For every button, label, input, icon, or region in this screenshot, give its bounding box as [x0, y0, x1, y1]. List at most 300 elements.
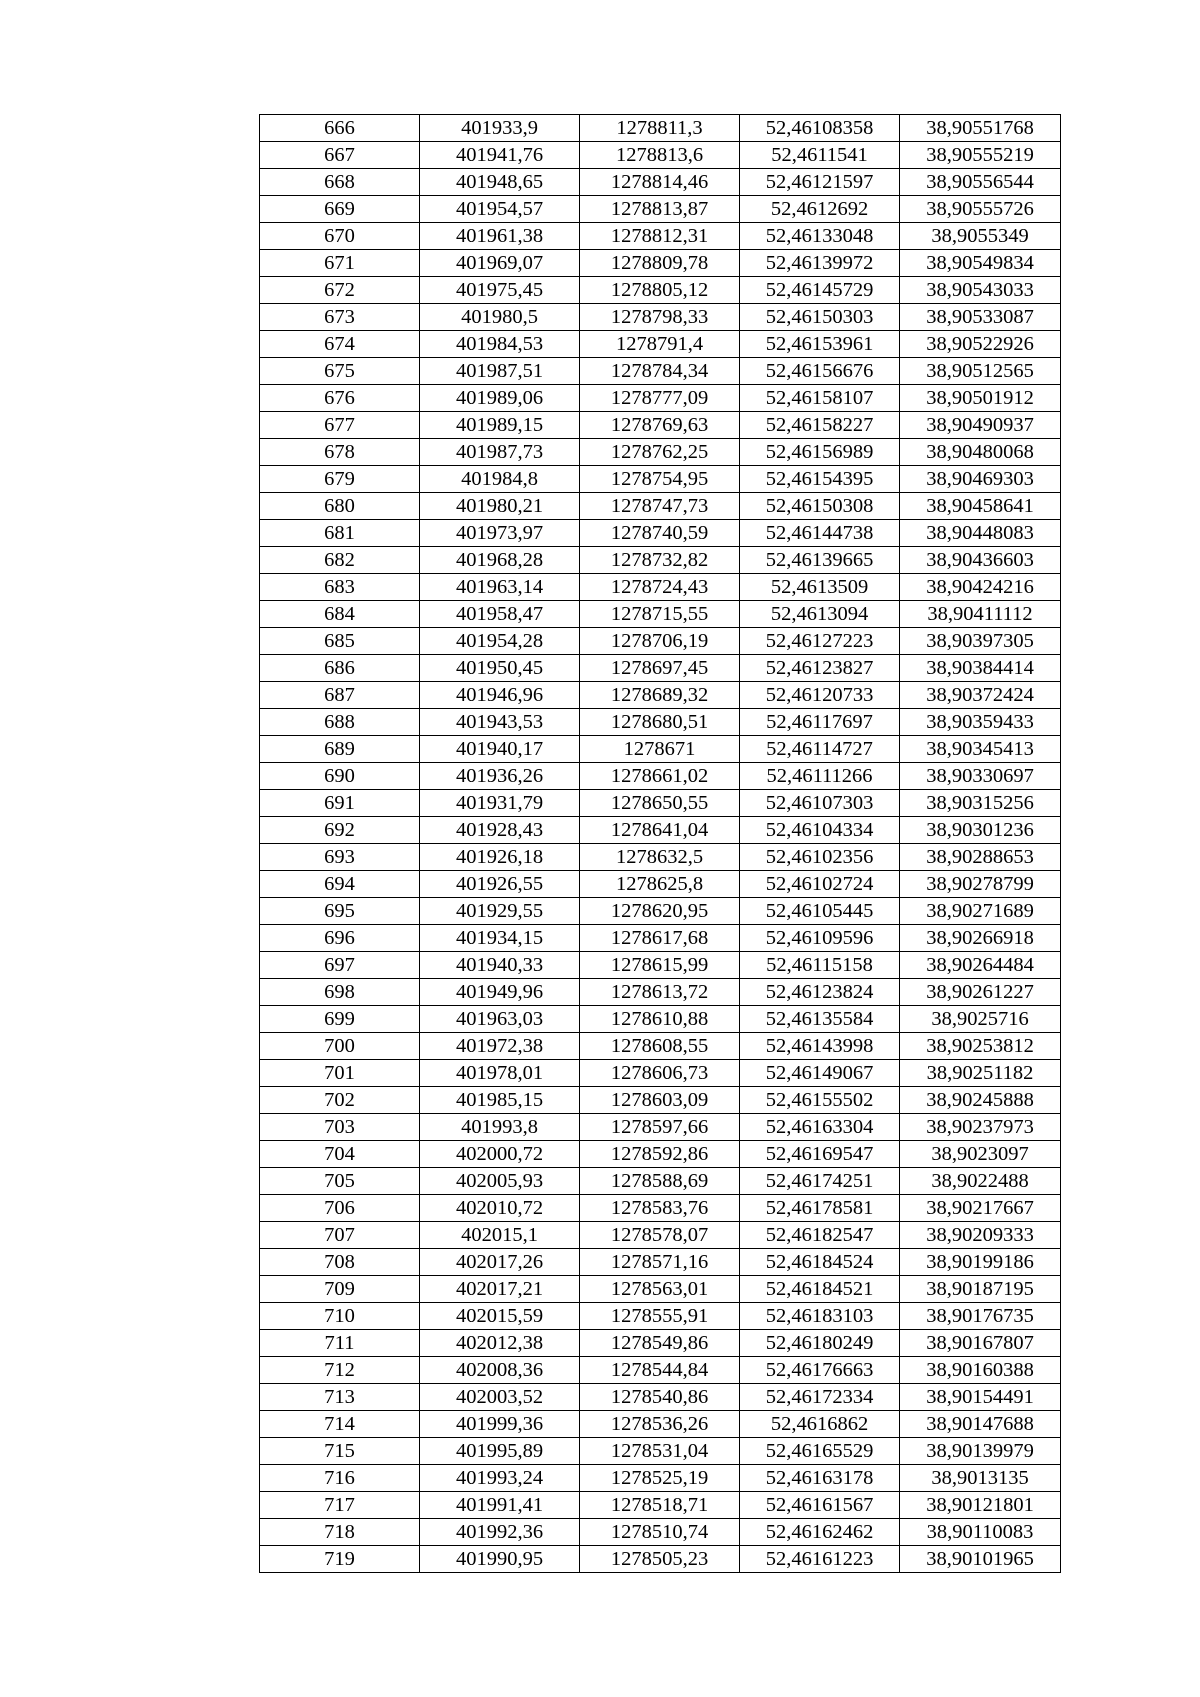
x-coordinate-cell: 401978,01 [420, 1060, 580, 1087]
y-coordinate-cell: 1278813,87 [580, 196, 740, 223]
x-coordinate-cell: 402003,52 [420, 1384, 580, 1411]
point-number-cell: 679 [260, 466, 420, 493]
point-number-cell: 685 [260, 628, 420, 655]
table-row [260, 1384, 1061, 1411]
point-number-cell: 695 [260, 898, 420, 925]
table-row [260, 628, 1061, 655]
table-row [260, 1033, 1061, 1060]
x-coordinate-cell: 401926,18 [420, 844, 580, 871]
y-coordinate-cell: 1278812,31 [580, 223, 740, 250]
longitude-cell: 38,9022488 [900, 1168, 1061, 1195]
longitude-cell: 38,90139979 [900, 1438, 1061, 1465]
longitude-cell: 38,90345413 [900, 736, 1061, 763]
point-number-cell: 677 [260, 412, 420, 439]
latitude-cell: 52,46153961 [740, 331, 900, 358]
table-row [260, 439, 1061, 466]
latitude-cell: 52,46143998 [740, 1033, 900, 1060]
table-row [260, 304, 1061, 331]
x-coordinate-cell: 401928,43 [420, 817, 580, 844]
x-coordinate-cell: 401973,97 [420, 520, 580, 547]
longitude-cell: 38,90549834 [900, 250, 1061, 277]
longitude-cell: 38,90522926 [900, 331, 1061, 358]
x-coordinate-cell: 402012,38 [420, 1330, 580, 1357]
latitude-cell: 52,46139972 [740, 250, 900, 277]
latitude-cell: 52,46123827 [740, 655, 900, 682]
y-coordinate-cell: 1278697,45 [580, 655, 740, 682]
latitude-cell: 52,46176663 [740, 1357, 900, 1384]
longitude-cell: 38,90110083 [900, 1519, 1061, 1546]
y-coordinate-cell: 1278747,73 [580, 493, 740, 520]
y-coordinate-cell: 1278740,59 [580, 520, 740, 547]
latitude-cell: 52,46127223 [740, 628, 900, 655]
table-row [260, 1492, 1061, 1519]
latitude-cell: 52,46163304 [740, 1114, 900, 1141]
table-row [260, 1222, 1061, 1249]
point-number-cell: 683 [260, 574, 420, 601]
x-coordinate-cell: 402015,1 [420, 1222, 580, 1249]
longitude-cell: 38,90543033 [900, 277, 1061, 304]
latitude-cell: 52,46108358 [740, 115, 900, 142]
point-number-cell: 699 [260, 1006, 420, 1033]
longitude-cell: 38,90288653 [900, 844, 1061, 871]
latitude-cell: 52,46133048 [740, 223, 900, 250]
y-coordinate-cell: 1278531,04 [580, 1438, 740, 1465]
y-coordinate-cell: 1278549,86 [580, 1330, 740, 1357]
x-coordinate-cell: 402005,93 [420, 1168, 580, 1195]
longitude-cell: 38,90261227 [900, 979, 1061, 1006]
x-coordinate-cell: 401954,57 [420, 196, 580, 223]
x-coordinate-cell: 401929,55 [420, 898, 580, 925]
table-row [260, 952, 1061, 979]
table-row [260, 1276, 1061, 1303]
x-coordinate-cell: 401943,53 [420, 709, 580, 736]
x-coordinate-cell: 401950,45 [420, 655, 580, 682]
x-coordinate-cell: 401946,96 [420, 682, 580, 709]
longitude-cell: 38,90176735 [900, 1303, 1061, 1330]
table-row [260, 1168, 1061, 1195]
longitude-cell: 38,90271689 [900, 898, 1061, 925]
longitude-cell: 38,90264484 [900, 952, 1061, 979]
longitude-cell: 38,90397305 [900, 628, 1061, 655]
latitude-cell: 52,46161223 [740, 1546, 900, 1573]
table-row [260, 574, 1061, 601]
table-row [260, 1060, 1061, 1087]
longitude-cell: 38,90372424 [900, 682, 1061, 709]
x-coordinate-cell: 401995,89 [420, 1438, 580, 1465]
table-row [260, 682, 1061, 709]
point-number-cell: 711 [260, 1330, 420, 1357]
y-coordinate-cell: 1278791,4 [580, 331, 740, 358]
point-number-cell: 712 [260, 1357, 420, 1384]
latitude-cell: 52,46182547 [740, 1222, 900, 1249]
latitude-cell: 52,46145729 [740, 277, 900, 304]
latitude-cell: 52,46121597 [740, 169, 900, 196]
y-coordinate-cell: 1278777,09 [580, 385, 740, 412]
longitude-cell: 38,90411112 [900, 601, 1061, 628]
table-row [260, 1114, 1061, 1141]
longitude-cell: 38,90245888 [900, 1087, 1061, 1114]
latitude-cell: 52,46174251 [740, 1168, 900, 1195]
latitude-cell: 52,46156989 [740, 439, 900, 466]
table-row [260, 250, 1061, 277]
point-number-cell: 670 [260, 223, 420, 250]
point-number-cell: 696 [260, 925, 420, 952]
latitude-cell: 52,46114727 [740, 736, 900, 763]
y-coordinate-cell: 1278555,91 [580, 1303, 740, 1330]
x-coordinate-cell: 401934,15 [420, 925, 580, 952]
y-coordinate-cell: 1278732,82 [580, 547, 740, 574]
longitude-cell: 38,90424216 [900, 574, 1061, 601]
point-number-cell: 680 [260, 493, 420, 520]
x-coordinate-cell: 401991,41 [420, 1492, 580, 1519]
y-coordinate-cell: 1278680,51 [580, 709, 740, 736]
x-coordinate-cell: 401980,5 [420, 304, 580, 331]
table-row [260, 277, 1061, 304]
table-row [260, 898, 1061, 925]
table-row [260, 1141, 1061, 1168]
y-coordinate-cell: 1278813,6 [580, 142, 740, 169]
longitude-cell: 38,90469303 [900, 466, 1061, 493]
point-number-cell: 707 [260, 1222, 420, 1249]
latitude-cell: 52,46104334 [740, 817, 900, 844]
point-number-cell: 687 [260, 682, 420, 709]
latitude-cell: 52,46109596 [740, 925, 900, 952]
latitude-cell: 52,46102724 [740, 871, 900, 898]
latitude-cell: 52,46150303 [740, 304, 900, 331]
table-row [260, 1357, 1061, 1384]
table-row [260, 709, 1061, 736]
y-coordinate-cell: 1278798,33 [580, 304, 740, 331]
point-number-cell: 692 [260, 817, 420, 844]
point-number-cell: 678 [260, 439, 420, 466]
point-number-cell: 715 [260, 1438, 420, 1465]
table-row [260, 1519, 1061, 1546]
latitude-cell: 52,4616862 [740, 1411, 900, 1438]
x-coordinate-cell: 401958,47 [420, 601, 580, 628]
y-coordinate-cell: 1278811,3 [580, 115, 740, 142]
table-row [260, 979, 1061, 1006]
x-coordinate-cell: 401954,28 [420, 628, 580, 655]
point-number-cell: 676 [260, 385, 420, 412]
y-coordinate-cell: 1278571,16 [580, 1249, 740, 1276]
y-coordinate-cell: 1278613,72 [580, 979, 740, 1006]
table-row [260, 736, 1061, 763]
point-number-cell: 718 [260, 1519, 420, 1546]
x-coordinate-cell: 401968,28 [420, 547, 580, 574]
coordinates-table [259, 114, 1061, 1573]
y-coordinate-cell: 1278518,71 [580, 1492, 740, 1519]
point-number-cell: 674 [260, 331, 420, 358]
longitude-cell: 38,90199186 [900, 1249, 1061, 1276]
table-row [260, 142, 1061, 169]
longitude-cell: 38,9013135 [900, 1465, 1061, 1492]
table-row [260, 520, 1061, 547]
y-coordinate-cell: 1278671 [580, 736, 740, 763]
point-number-cell: 690 [260, 763, 420, 790]
point-number-cell: 681 [260, 520, 420, 547]
latitude-cell: 52,46156676 [740, 358, 900, 385]
point-number-cell: 682 [260, 547, 420, 574]
point-number-cell: 704 [260, 1141, 420, 1168]
point-number-cell: 708 [260, 1249, 420, 1276]
point-number-cell: 706 [260, 1195, 420, 1222]
y-coordinate-cell: 1278563,01 [580, 1276, 740, 1303]
table-row [260, 871, 1061, 898]
table-row [260, 1330, 1061, 1357]
longitude-cell: 38,90253812 [900, 1033, 1061, 1060]
table-row [260, 493, 1061, 520]
table-row [260, 1438, 1061, 1465]
point-number-cell: 705 [260, 1168, 420, 1195]
longitude-cell: 38,90209333 [900, 1222, 1061, 1249]
point-number-cell: 671 [260, 250, 420, 277]
x-coordinate-cell: 402015,59 [420, 1303, 580, 1330]
y-coordinate-cell: 1278597,66 [580, 1114, 740, 1141]
longitude-cell: 38,90266918 [900, 925, 1061, 952]
latitude-cell: 52,46165529 [740, 1438, 900, 1465]
x-coordinate-cell: 401940,33 [420, 952, 580, 979]
longitude-cell: 38,90251182 [900, 1060, 1061, 1087]
y-coordinate-cell: 1278769,63 [580, 412, 740, 439]
x-coordinate-cell: 401992,36 [420, 1519, 580, 1546]
longitude-cell: 38,90121801 [900, 1492, 1061, 1519]
y-coordinate-cell: 1278525,19 [580, 1465, 740, 1492]
point-number-cell: 673 [260, 304, 420, 331]
longitude-cell: 38,90556544 [900, 169, 1061, 196]
y-coordinate-cell: 1278617,68 [580, 925, 740, 952]
longitude-cell: 38,90160388 [900, 1357, 1061, 1384]
y-coordinate-cell: 1278505,23 [580, 1546, 740, 1573]
table-row [260, 385, 1061, 412]
longitude-cell: 38,90555219 [900, 142, 1061, 169]
longitude-cell: 38,90315256 [900, 790, 1061, 817]
table-row [260, 331, 1061, 358]
y-coordinate-cell: 1278610,88 [580, 1006, 740, 1033]
y-coordinate-cell: 1278641,04 [580, 817, 740, 844]
latitude-cell: 52,46115158 [740, 952, 900, 979]
y-coordinate-cell: 1278510,74 [580, 1519, 740, 1546]
longitude-cell: 38,90436603 [900, 547, 1061, 574]
point-number-cell: 686 [260, 655, 420, 682]
x-coordinate-cell: 402008,36 [420, 1357, 580, 1384]
y-coordinate-cell: 1278706,19 [580, 628, 740, 655]
longitude-cell: 38,90330697 [900, 763, 1061, 790]
longitude-cell: 38,90187195 [900, 1276, 1061, 1303]
x-coordinate-cell: 401963,03 [420, 1006, 580, 1033]
table-row [260, 1249, 1061, 1276]
point-number-cell: 716 [260, 1465, 420, 1492]
latitude-cell: 52,46172334 [740, 1384, 900, 1411]
longitude-cell: 38,90301236 [900, 817, 1061, 844]
table-row [260, 547, 1061, 574]
x-coordinate-cell: 401948,65 [420, 169, 580, 196]
x-coordinate-cell: 402017,21 [420, 1276, 580, 1303]
x-coordinate-cell: 401989,06 [420, 385, 580, 412]
x-coordinate-cell: 401999,36 [420, 1411, 580, 1438]
table-row [260, 1195, 1061, 1222]
y-coordinate-cell: 1278632,5 [580, 844, 740, 871]
longitude-cell: 38,90147688 [900, 1411, 1061, 1438]
y-coordinate-cell: 1278625,8 [580, 871, 740, 898]
longitude-cell: 38,90533087 [900, 304, 1061, 331]
latitude-cell: 52,46162462 [740, 1519, 900, 1546]
latitude-cell: 52,46149067 [740, 1060, 900, 1087]
point-number-cell: 667 [260, 142, 420, 169]
point-number-cell: 698 [260, 979, 420, 1006]
y-coordinate-cell: 1278578,07 [580, 1222, 740, 1249]
y-coordinate-cell: 1278762,25 [580, 439, 740, 466]
y-coordinate-cell: 1278784,34 [580, 358, 740, 385]
table-row [260, 1546, 1061, 1573]
x-coordinate-cell: 401940,17 [420, 736, 580, 763]
latitude-cell: 52,46139665 [740, 547, 900, 574]
table-row [260, 925, 1061, 952]
x-coordinate-cell: 401990,95 [420, 1546, 580, 1573]
longitude-cell: 38,9055349 [900, 223, 1061, 250]
point-number-cell: 684 [260, 601, 420, 628]
table-row [260, 115, 1061, 142]
x-coordinate-cell: 402000,72 [420, 1141, 580, 1168]
longitude-cell: 38,90237973 [900, 1114, 1061, 1141]
latitude-cell: 52,46111266 [740, 763, 900, 790]
longitude-cell: 38,90458641 [900, 493, 1061, 520]
table-row [260, 1087, 1061, 1114]
y-coordinate-cell: 1278536,26 [580, 1411, 740, 1438]
y-coordinate-cell: 1278588,69 [580, 1168, 740, 1195]
longitude-cell: 38,90101965 [900, 1546, 1061, 1573]
table-row [260, 763, 1061, 790]
latitude-cell: 52,46144738 [740, 520, 900, 547]
y-coordinate-cell: 1278540,86 [580, 1384, 740, 1411]
y-coordinate-cell: 1278805,12 [580, 277, 740, 304]
y-coordinate-cell: 1278724,43 [580, 574, 740, 601]
latitude-cell: 52,4613094 [740, 601, 900, 628]
latitude-cell: 52,46163178 [740, 1465, 900, 1492]
table-row [260, 601, 1061, 628]
longitude-cell: 38,90448083 [900, 520, 1061, 547]
x-coordinate-cell: 401985,15 [420, 1087, 580, 1114]
longitude-cell: 38,9025716 [900, 1006, 1061, 1033]
coordinates-table-body [260, 115, 1061, 1573]
latitude-cell: 52,46105445 [740, 898, 900, 925]
point-number-cell: 675 [260, 358, 420, 385]
point-number-cell: 714 [260, 1411, 420, 1438]
latitude-cell: 52,46161567 [740, 1492, 900, 1519]
point-number-cell: 689 [260, 736, 420, 763]
y-coordinate-cell: 1278650,55 [580, 790, 740, 817]
table-row [260, 358, 1061, 385]
table-row [260, 223, 1061, 250]
table-row [260, 655, 1061, 682]
point-number-cell: 717 [260, 1492, 420, 1519]
latitude-cell: 52,4612692 [740, 196, 900, 223]
x-coordinate-cell: 401949,96 [420, 979, 580, 1006]
y-coordinate-cell: 1278715,55 [580, 601, 740, 628]
latitude-cell: 52,46154395 [740, 466, 900, 493]
x-coordinate-cell: 401933,9 [420, 115, 580, 142]
table-row [260, 790, 1061, 817]
latitude-cell: 52,46107303 [740, 790, 900, 817]
x-coordinate-cell: 401984,53 [420, 331, 580, 358]
latitude-cell: 52,46169547 [740, 1141, 900, 1168]
y-coordinate-cell: 1278592,86 [580, 1141, 740, 1168]
y-coordinate-cell: 1278809,78 [580, 250, 740, 277]
longitude-cell: 38,9023097 [900, 1141, 1061, 1168]
latitude-cell: 52,46117697 [740, 709, 900, 736]
x-coordinate-cell: 401969,07 [420, 250, 580, 277]
point-number-cell: 703 [260, 1114, 420, 1141]
latitude-cell: 52,46184521 [740, 1276, 900, 1303]
point-number-cell: 697 [260, 952, 420, 979]
longitude-cell: 38,90359433 [900, 709, 1061, 736]
y-coordinate-cell: 1278620,95 [580, 898, 740, 925]
table-row [260, 817, 1061, 844]
latitude-cell: 52,46184524 [740, 1249, 900, 1276]
table-row [260, 1411, 1061, 1438]
point-number-cell: 702 [260, 1087, 420, 1114]
x-coordinate-cell: 401993,8 [420, 1114, 580, 1141]
x-coordinate-cell: 401975,45 [420, 277, 580, 304]
latitude-cell: 52,46178581 [740, 1195, 900, 1222]
y-coordinate-cell: 1278606,73 [580, 1060, 740, 1087]
latitude-cell: 52,46158107 [740, 385, 900, 412]
y-coordinate-cell: 1278603,09 [580, 1087, 740, 1114]
x-coordinate-cell: 401936,26 [420, 763, 580, 790]
latitude-cell: 52,46180249 [740, 1330, 900, 1357]
table-row [260, 169, 1061, 196]
point-number-cell: 694 [260, 871, 420, 898]
x-coordinate-cell: 401972,38 [420, 1033, 580, 1060]
longitude-cell: 38,90512565 [900, 358, 1061, 385]
latitude-cell: 52,46123824 [740, 979, 900, 1006]
table-row [260, 844, 1061, 871]
point-number-cell: 709 [260, 1276, 420, 1303]
x-coordinate-cell: 401931,79 [420, 790, 580, 817]
x-coordinate-cell: 401987,51 [420, 358, 580, 385]
latitude-cell: 52,46158227 [740, 412, 900, 439]
table-row [260, 466, 1061, 493]
x-coordinate-cell: 401984,8 [420, 466, 580, 493]
point-number-cell: 713 [260, 1384, 420, 1411]
x-coordinate-cell: 401961,38 [420, 223, 580, 250]
point-number-cell: 691 [260, 790, 420, 817]
point-number-cell: 668 [260, 169, 420, 196]
longitude-cell: 38,90490937 [900, 412, 1061, 439]
longitude-cell: 38,90154491 [900, 1384, 1061, 1411]
table-row [260, 1465, 1061, 1492]
y-coordinate-cell: 1278544,84 [580, 1357, 740, 1384]
latitude-cell: 52,4613509 [740, 574, 900, 601]
table-row [260, 196, 1061, 223]
x-coordinate-cell: 401980,21 [420, 493, 580, 520]
longitude-cell: 38,90501912 [900, 385, 1061, 412]
longitude-cell: 38,90278799 [900, 871, 1061, 898]
point-number-cell: 693 [260, 844, 420, 871]
longitude-cell: 38,90217667 [900, 1195, 1061, 1222]
x-coordinate-cell: 401926,55 [420, 871, 580, 898]
y-coordinate-cell: 1278754,95 [580, 466, 740, 493]
point-number-cell: 700 [260, 1033, 420, 1060]
longitude-cell: 38,90384414 [900, 655, 1061, 682]
point-number-cell: 719 [260, 1546, 420, 1573]
y-coordinate-cell: 1278661,02 [580, 763, 740, 790]
latitude-cell: 52,46183103 [740, 1303, 900, 1330]
latitude-cell: 52,46150308 [740, 493, 900, 520]
y-coordinate-cell: 1278615,99 [580, 952, 740, 979]
longitude-cell: 38,90555726 [900, 196, 1061, 223]
longitude-cell: 38,90480068 [900, 439, 1061, 466]
latitude-cell: 52,46135584 [740, 1006, 900, 1033]
